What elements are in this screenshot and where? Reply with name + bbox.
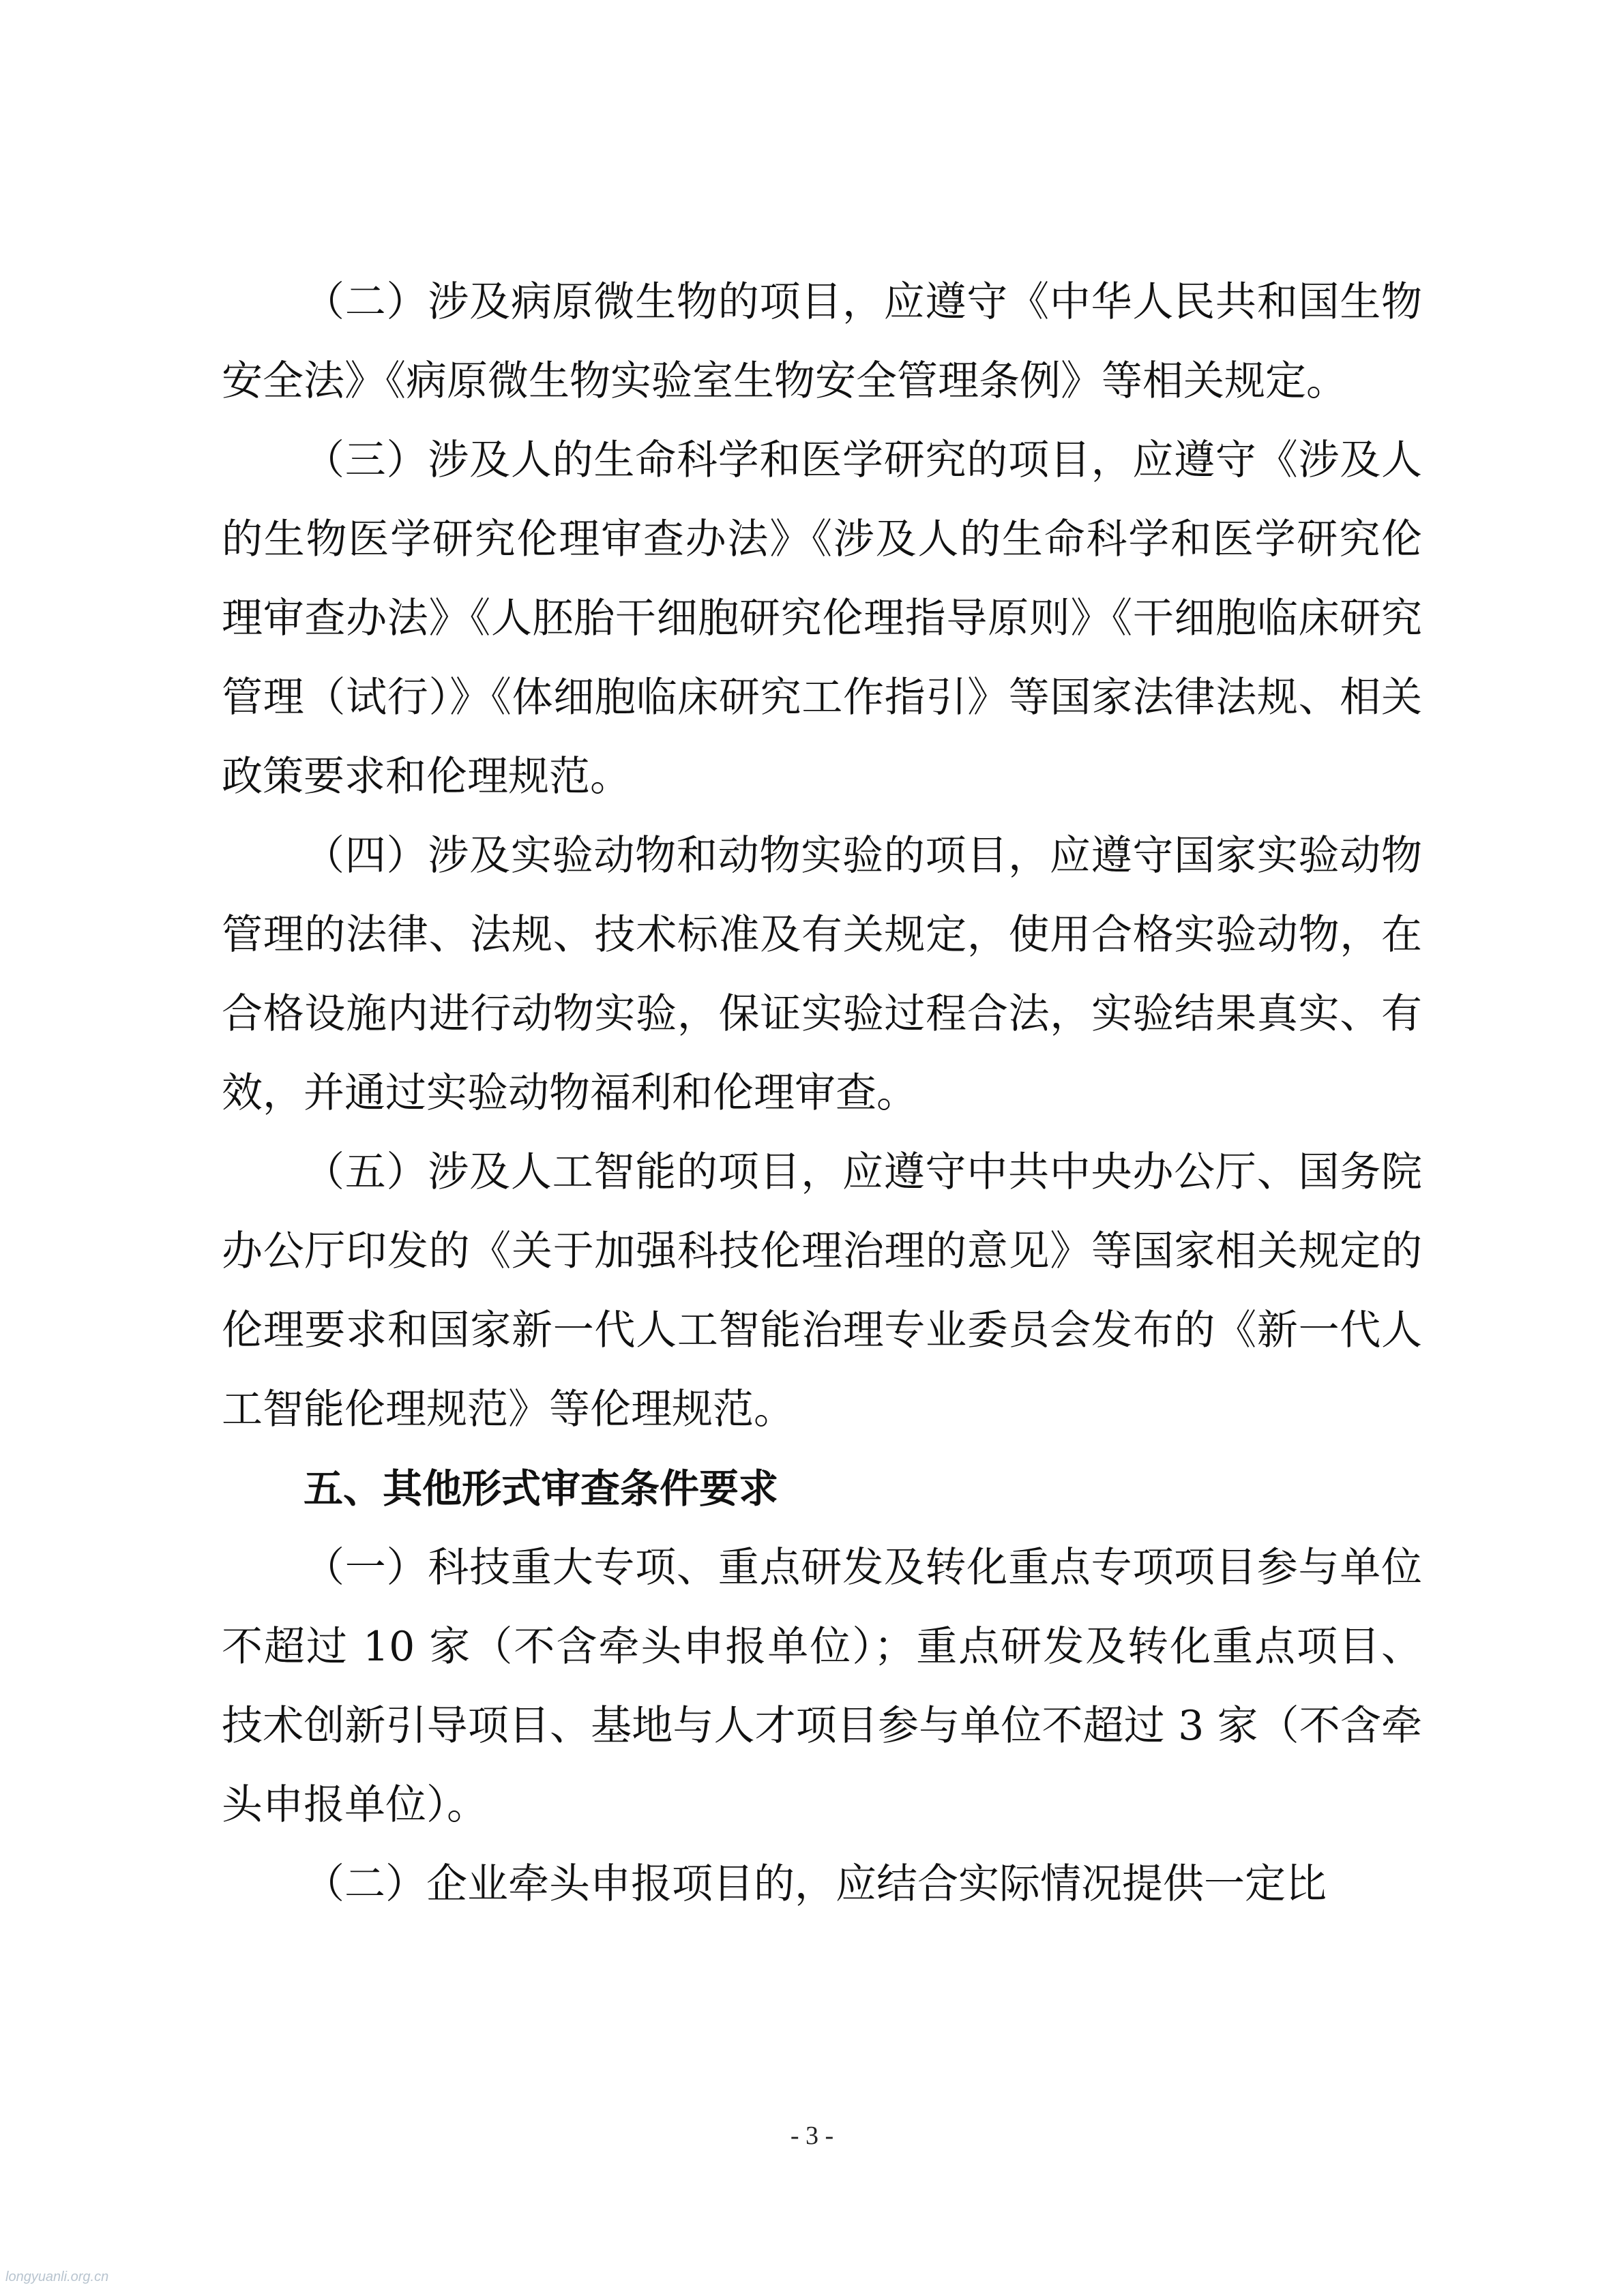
paragraph-enterprise-lead: （二）企业牵头申报项目的，应结合实际情况提供一定比: [304, 1860, 1327, 1908]
paragraph-participant-limit: （一）科技重大专项、重点研发及转化重点专项项目参与单位不超过 10 家（不含牵头申报单位）；重点研发及转化重点项目、技术创新引导项目、基地与人才项目参与单位不超过 3 家（不含牵头申报单位）。: [222, 1544, 1422, 1829]
paragraph-animal-experiments: （四）涉及实验动物和动物实验的项目，应遵守国家实验动物管理的法律、法规、技术标准及有关规定，使用合格实验动物，在合格设施内进行动物实验，保证实验过程合法，实验结果真实、有效，并通过实验动物福利和伦理审查。: [222, 832, 1422, 1117]
paragraph-artificial-intelligence: （五）涉及人工智能的项目，应遵守中共中央办公厅、国务院办公厅印发的《关于加强科技伦理治理的意见》等国家相关规定的伦理要求和国家新一代人工智能治理专业委员会发布的《新一代人工智能伦理规范》等伦理规范。: [222, 1148, 1422, 1433]
paragraph-life-science: （三）涉及人的生命科学和医学研究的项目，应遵守《涉及人的生物医学研究伦理审查办法》《涉及人的生命科学和医学研究伦理审查办法》《人胚胎干细胞研究伦理指导原则》《干细胞临床研究管理（试行）》《体细胞临床研究工作指引》等国家法律法规、相关政策要求和伦理规范。: [222, 436, 1422, 801]
document-body: [222, 263, 1422, 1924]
paragraph-pathogen: （二）涉及病原微生物的项目，应遵守《中华人民共和国生物安全法》《病原微生物实验室生物安全管理条例》等相关规定。: [222, 278, 1422, 405]
section-heading: 五、其他形式审查条件要求: [304, 1465, 779, 1512]
watermark-text: longyuanli.org.cn: [5, 2269, 109, 2284]
page-number: - 3 -: [790, 2121, 834, 2150]
